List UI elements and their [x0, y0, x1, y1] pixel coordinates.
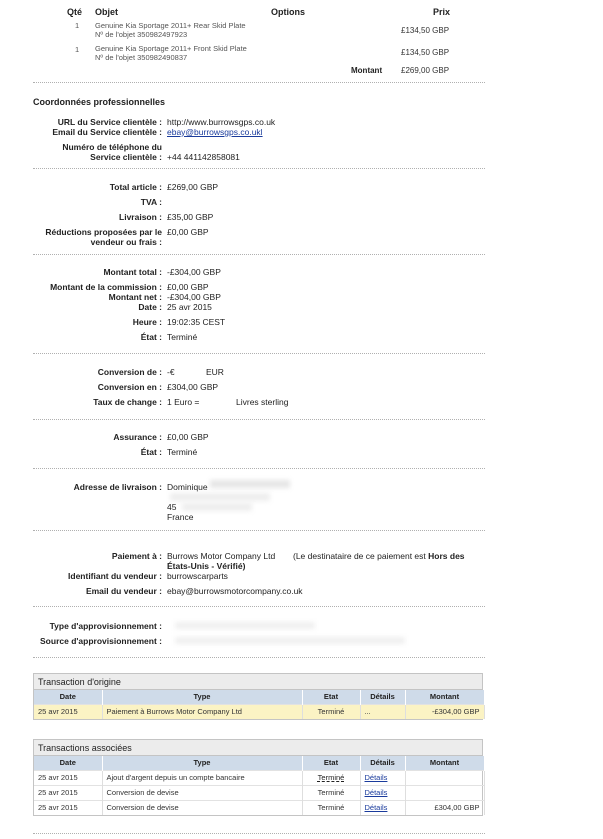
seller-email-value: ebay@burrowsmotorcompany.co.uk — [167, 586, 303, 596]
label-conversion-from: Conversion de : — [97, 367, 162, 377]
cell-status: Terminé — [302, 785, 360, 800]
item-qty: 1 — [75, 45, 80, 54]
item-title: Genuine Kia Sportage 2011+ Front Skid Plate — [95, 44, 247, 53]
divider — [33, 468, 485, 469]
divider — [33, 657, 485, 658]
details-link[interactable]: Détails — [364, 773, 388, 782]
divider — [33, 254, 485, 255]
label-insurance: Assurance : — [113, 432, 162, 442]
related-transactions-panel — [33, 739, 483, 816]
item-number: Nº de l'objet 350982497923 — [95, 30, 188, 39]
section-title-business: Coordonnées professionnelles — [33, 97, 166, 107]
payee-status-note-bold: Hors des — [428, 551, 465, 561]
status-tooltip-link[interactable]: Terminé — [317, 773, 345, 782]
label-payment-to: Paiement à : — [111, 551, 162, 561]
commission-value: £0,00 GBP — [167, 282, 209, 292]
table-row — [34, 800, 484, 815]
col-header-object: Objet — [95, 7, 119, 17]
address-country: France — [167, 512, 194, 522]
item-number: Nº de l'objet 350982490837 — [95, 53, 188, 62]
items-total-label: Montant — [351, 66, 383, 75]
origin-transaction-panel — [33, 673, 483, 720]
discount-value: £0,00 GBP — [167, 227, 209, 237]
label-customer-service-url: URL du Service clientèle : — [57, 117, 162, 127]
cell-amount — [405, 785, 484, 800]
label-exchange-rate: Taux de change : — [93, 397, 162, 407]
col-header-status: Etat — [302, 756, 360, 770]
status-value: Terminé — [167, 332, 198, 342]
time-value: 19:02:35 CEST — [167, 317, 226, 327]
label-commission: Montant de la commission : — [50, 282, 162, 292]
col-header-details: Détails — [360, 756, 405, 770]
cell-date: 25 avr 2015 — [34, 800, 102, 815]
label-seller-email: Email du vendeur : — [85, 586, 162, 596]
label-customer-service-email: Email du Service clientèle : — [52, 127, 162, 137]
label-vat: TVA : — [140, 197, 162, 207]
col-header-amount: Montant — [405, 756, 484, 770]
cell-date: 25 avr 2015 — [34, 770, 102, 785]
customer-service-email-link[interactable]: ebay@burrowsgps.co.ukl — [167, 127, 263, 137]
col-header-type: Type — [102, 690, 302, 704]
divider — [33, 606, 485, 607]
divider — [33, 530, 485, 531]
cell-date: 25 avr 2015 — [34, 704, 102, 719]
conversion-from-currency: EUR — [206, 367, 224, 377]
col-header-qty: Qté — [67, 7, 83, 17]
label-seller-id: Identifiant du vendeur : — [68, 571, 162, 581]
divider — [33, 833, 485, 834]
cell-type: Paiement à Burrows Motor Company Ltd — [102, 704, 302, 719]
col-header-type: Type — [102, 756, 302, 770]
cell-amount — [405, 770, 484, 785]
col-header-price: Prix — [433, 7, 451, 17]
cell-details: ... — [360, 704, 405, 719]
col-header-status: Etat — [302, 690, 360, 704]
origin-transaction-title: Transaction d'origine — [34, 674, 482, 690]
origin-transaction-table — [34, 690, 485, 719]
related-transactions-table — [34, 756, 485, 815]
insurance-status-value: Terminé — [167, 447, 198, 457]
label-shipping-address: Adresse de livraison : — [73, 482, 162, 492]
seller-id-value: burrowscarparts — [167, 571, 228, 581]
label-total-amount: Montant total : — [103, 267, 162, 277]
cell-amount: £304,00 GBP — [405, 800, 484, 815]
col-header-date: Date — [34, 690, 102, 704]
conversion-to-value: £304,00 GBP — [167, 382, 219, 392]
cell-status: Terminé — [302, 800, 360, 815]
table-row — [34, 785, 484, 800]
list-item — [95, 44, 247, 62]
redacted-area — [182, 503, 252, 511]
label-conversion-to: Conversion en : — [97, 382, 162, 392]
item-total-value: £269,00 GBP — [167, 182, 219, 192]
redacted-area — [210, 480, 290, 488]
related-transactions-title: Transactions associées — [34, 740, 482, 756]
items-total-value: £269,00 GBP — [401, 66, 450, 75]
exchange-rate-unit: Livres sterling — [236, 397, 289, 407]
label-discount-line2: vendeur ou frais : — [90, 237, 162, 247]
payee-status-note-text: (Le destinataire de ce paiement est — [293, 551, 426, 561]
net-amount-value: -£304,00 GBP — [167, 292, 221, 302]
redacted-area — [170, 493, 270, 501]
details-link[interactable]: Détails — [364, 803, 388, 813]
cell-type: Conversion de devise — [102, 800, 302, 815]
conversion-from-value: -€ — [167, 367, 175, 377]
label-funding-type: Type d'approvisionnement : — [49, 621, 162, 631]
label-time: Heure : — [132, 317, 162, 327]
customer-service-url: http://www.burrowsgps.co.uk — [167, 117, 276, 127]
label-discount-line1: Réductions proposées par le — [45, 227, 162, 237]
exchange-rate-value: 1 Euro = — [167, 397, 200, 407]
label-insurance-status: État : — [140, 447, 162, 457]
col-header-details: Détails — [360, 690, 405, 704]
item-title: Genuine Kia Sportage 2011+ Rear Skid Plate — [95, 21, 246, 30]
label-item-total: Total article : — [109, 182, 162, 192]
payee-name: Burrows Motor Company Ltd — [167, 551, 276, 561]
list-item — [95, 21, 246, 39]
divider — [33, 82, 485, 83]
item-price: £134,50 GBP — [401, 26, 450, 35]
cell-status: Terminé — [302, 704, 360, 719]
table-row — [34, 770, 484, 785]
shipping-value: £35,00 GBP — [167, 212, 214, 222]
cell-amount: -£304,00 GBP — [405, 704, 484, 719]
label-phone-line1: Numéro de téléphone du — [62, 142, 162, 152]
date-value: 25 avr 2015 — [167, 302, 212, 312]
table-row — [34, 704, 484, 719]
details-link[interactable]: Détails — [364, 788, 388, 797]
customer-service-phone: +44 441142858081 — [167, 152, 240, 162]
address-postcode: 45 — [167, 502, 177, 512]
insurance-value: £0,00 GBP — [167, 432, 209, 442]
redacted-area — [175, 637, 405, 644]
label-funding-source: Source d'approvisionnement : — [40, 636, 162, 646]
label-phone-line2: Service clientèle : — [90, 152, 162, 162]
redacted-area — [175, 622, 315, 629]
item-price: £134,50 GBP — [401, 48, 450, 57]
payee-status-note — [293, 551, 465, 561]
divider — [33, 353, 485, 354]
col-header-options: Options — [271, 7, 305, 17]
payee-status-verified: États-Unis - Vérifié) — [167, 561, 246, 571]
label-status: État : — [140, 332, 162, 342]
label-net-amount: Montant net : — [108, 292, 162, 302]
cell-date: 25 avr 2015 — [34, 785, 102, 800]
divider — [33, 419, 485, 420]
item-qty: 1 — [75, 21, 80, 30]
address-name: Dominique — [167, 482, 208, 492]
divider — [33, 168, 485, 169]
cell-type: Conversion de devise — [102, 785, 302, 800]
cell-type: Ajout d'argent depuis un compte bancaire — [102, 770, 302, 785]
label-date: Date : — [138, 302, 162, 312]
label-shipping: Livraison : — [119, 212, 162, 222]
total-amount-value: -£304,00 GBP — [167, 267, 221, 277]
col-header-amount: Montant — [405, 690, 484, 704]
col-header-date: Date — [34, 756, 102, 770]
